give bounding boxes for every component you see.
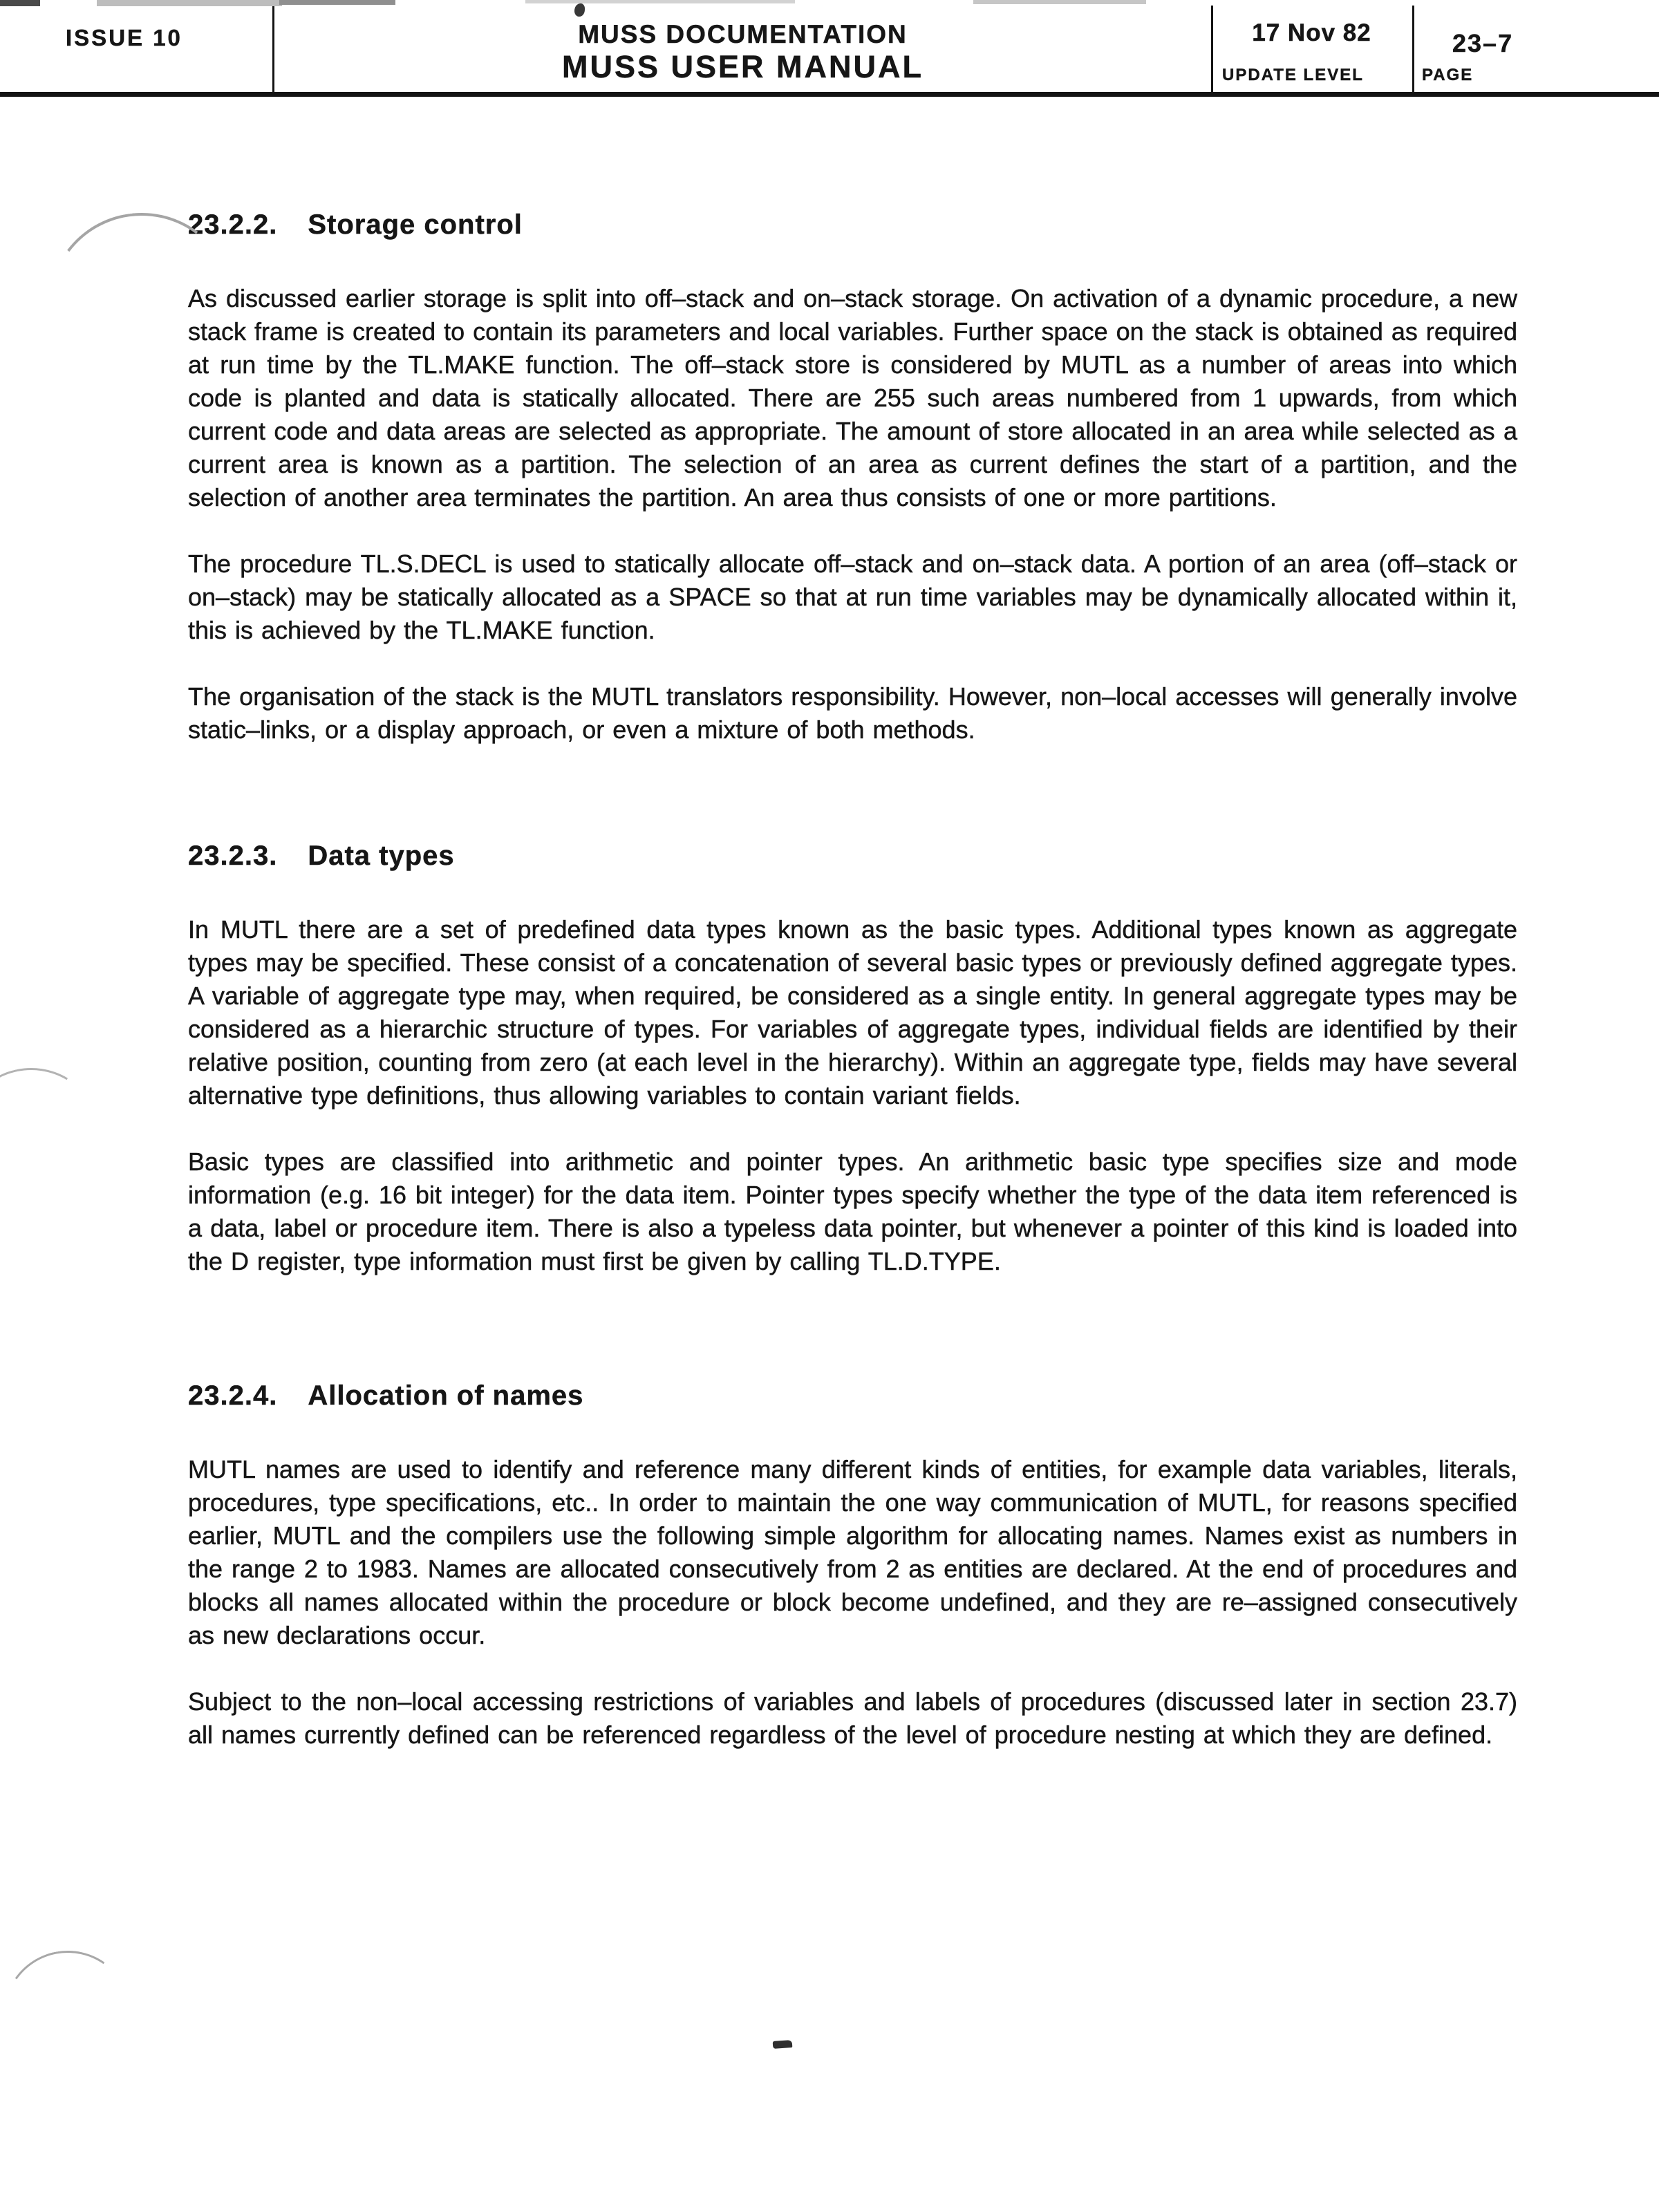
page-number-label: PAGE [1422,66,1474,84]
paragraph: Basic types are classified into arithmetic and pointer types. An arithmetic basic type specifies size and mode information (e.g. 16 bit integer) for the data item. Pointer types specify whether the type of the data item referenced is a data, label or procedure item. There is also a typeless data pointer, but whenever a pointer of this kind is loaded into the D register, type information must first be given by calling TL.D.TYPE. [188,1147,1517,1275]
update-level-cell [1211,0,1412,92]
header-title [274,21,1211,84]
section-number: 23.2.2. [188,209,278,240]
page-number-cell [1412,0,1659,92]
paragraph: MUTL names are used to identify and reference many different kinds of entities, for example data variables, literals, procedures, type specifications, etc.. In order to maintain the one way communication of MUTL, for reasons specified earlier, MUTL and the compilers use the following simple algorithm for allocating names. Names exist as numbers in the range 2 to 1983. Names are allocated consecutively from 2 as entities are declared. At the end of procedures and blocks all names allocated within the procedure or block become undefined, and they are re–assigned consecutively as new declarations occur. [188,1455,1517,1649]
paragraph: Subject to the non–local accessing restrictions of variables and labels of procedures (discussed later in section 23.7) all names currently defined can be referenced regardless of the level of procedure nesting at which they are defined. [188,1687,1517,1749]
section-data-types [188,841,1517,1278]
header-title-line2: MUSS USER MANUAL [561,48,924,84]
section-title: Storage control [308,209,523,240]
header-title-line1: MUSS DOCUMENTATION [578,20,908,48]
paragraph: In MUTL there are a set of predefined data types known as the basic types. Additional types known as aggregate types may be specified. These consist of a concatenation of several basic types or previously defined aggregate types. A variable of aggregate type may, when required, be considered as a single entity. In general aggregate types may be considered as a hierarchic structure of types. For variables of aggregate types, individual fields are identified by their relative position, counting from zero (at each level in the hierarchy). Within an aggregate type, fields may have several alternative type definitions, thus allowing variables to contain variant fields. [188,915,1517,1109]
scan-arc-mark [0,1053,118,1226]
section-number: 23.2.4. [188,1380,278,1411]
section-storage-control [188,209,1517,747]
section-number: 23.2.3. [188,841,278,871]
update-level-value: 17 Nov 82 [1252,19,1371,46]
scan-arc-mark [0,1940,142,2089]
section-heading [188,209,1517,241]
update-level-label: UPDATE LEVEL [1222,66,1364,84]
section-heading [188,1380,1517,1412]
page-header [0,0,1659,97]
section-title: Data types [308,841,455,871]
ink-dash-mark [773,2040,793,2049]
section-title: Allocation of names [308,1380,584,1411]
header-divider [272,6,274,92]
issue-label: ISSUE 10 [66,25,182,50]
header-divider [1412,6,1414,92]
section-heading [188,841,1517,872]
document-body [188,92,1517,1752]
paragraph: The procedure TL.S.DECL is used to statically allocate off–stack and on–stack data. A portion of an area (off–stack or on–stack) may be statically allocated as a SPACE so that at run time variables may be dynamically allocated within it, this is achieved by the TL.MAKE function. [188,550,1517,644]
paragraph: The organisation of the stack is the MUTL translators responsibility. However, non–local accesses will generally involve static–links, or a display approach, or even a mixture of both methods. [188,682,1517,744]
section-allocation-of-names [188,1380,1517,1752]
page-number-value: 23–7 [1452,29,1514,57]
paragraph: As discussed earlier storage is split into off–stack and on–stack storage. On activation of a dynamic procedure, a new stack frame is created to contain its parameters and local variables. Further space on the stack is obtained as required at run time by the TL.MAKE function. The off–stack store is considered by MUTL as a number of areas into which code is planted and data is statically allocated. There are 255 such areas numbered from 1 upwards, from which current code and data areas are selected as appropriate. The amount of store allocated in an area while selected as a current area is known as a partition. The selection of an area as current defines the start of a partition, and the selection of another area terminates the partition. An area thus consists of one or more partitions. [188,284,1517,512]
header-divider [1211,6,1213,92]
